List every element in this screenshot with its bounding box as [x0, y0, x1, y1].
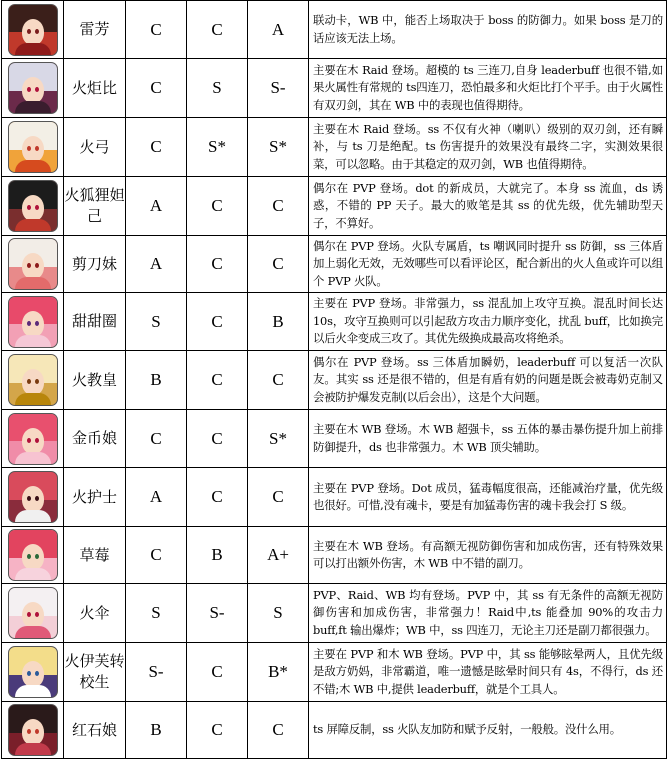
character-name: 剪刀妹 [64, 236, 126, 293]
character-portrait-icon [8, 587, 58, 639]
grade-pvp: B [126, 702, 187, 759]
grade-wb: A+ [248, 527, 309, 584]
grade-raid: B [187, 527, 248, 584]
grade-wb: B [248, 293, 309, 351]
table-row [2, 351, 667, 410]
grade-wb: S [248, 584, 309, 643]
avatar-cell [2, 643, 64, 702]
grade-pvp: S [126, 584, 187, 643]
character-portrait-icon [8, 646, 58, 698]
character-description: 主要在木 WB 登场。有高额无视防御伤害和加成伤害，还有特殊效果可以打出额外伤害，木 WB 中不错的副刀。 [309, 527, 667, 584]
table-row [2, 584, 667, 643]
grade-wb: C [248, 468, 309, 527]
character-name: 草莓 [64, 527, 126, 584]
character-description: ts 屏障反制，ss 火队友加防和赋予反射，一般般。没什么用。 [309, 702, 667, 759]
grade-pvp: A [126, 177, 187, 236]
grade-raid: S [187, 59, 248, 118]
avatar-cell [2, 1, 64, 59]
grade-pvp: C [126, 1, 187, 59]
grade-raid: C [187, 293, 248, 351]
grade-wb: S- [248, 59, 309, 118]
table-row [2, 468, 667, 527]
grade-pvp: C [126, 118, 187, 177]
grade-raid: C [187, 351, 248, 410]
grade-raid: C [187, 410, 248, 468]
avatar-cell [2, 468, 64, 527]
table-row [2, 236, 667, 293]
grade-raid: C [187, 468, 248, 527]
character-description: 偶尔在 PVP 登场。dot 的新成员，大就完了。本身 ss 流血，ds 诱惑，不错的 PP 天子。最大的败笔是其 ss 的优先级，优先辅助型天子，不算好。 [309, 177, 667, 236]
character-description: 主要在木 Raid 登场。超模的 ts 三连刀,自身 leaderbuff 也很不错,如果火属性有常规的 ts四连刀，恐怕最多和火炬比打个平手。由于火属性有双刃剑，其在 WB 中的表现也值得期待。 [309, 59, 667, 118]
grade-raid: S* [187, 118, 248, 177]
character-portrait-icon [8, 4, 58, 56]
table-row [2, 59, 667, 118]
character-name: 火教皇 [64, 351, 126, 410]
character-portrait-icon [8, 238, 58, 290]
grade-pvp: A [126, 468, 187, 527]
character-portrait-icon [8, 62, 58, 114]
avatar-cell [2, 236, 64, 293]
grade-wb: S* [248, 410, 309, 468]
character-description: 主要在木 WB 登场。木 WB 超强卡，ss 五体的暴击暴伤提升加上前排防御提升，ds 也非常强力。木 WB 顶尖辅助。 [309, 410, 667, 468]
character-description: 偶尔在 PVP 登场。ss 三体盾加瞬奶，leaderbuff 可以复活一次队友。其实 ss 还是很不错的，但是有盾有奶的问题是既会被毒奶克制又会被防护爆发克制(以后会出），这是个大问题。 [309, 351, 667, 410]
grade-pvp: A [126, 236, 187, 293]
character-name: 金币娘 [64, 410, 126, 468]
character-name: 火护士 [64, 468, 126, 527]
grade-raid: C [187, 702, 248, 759]
character-portrait-icon [8, 296, 58, 348]
character-name: 火伊芙转校生 [64, 643, 126, 702]
character-description: 主要在 PVP 和木 WB 登场。PVP 中，其 ss 能够眩晕两人，且优先级是敌方奶妈，非常霸道，唯一遗憾是眩晕时间只有 4s，不得行，ds 还不错;木 WB 中,提供 leaderbuff，就是个工具人。 [309, 643, 667, 702]
avatar-cell [2, 584, 64, 643]
grade-pvp: S- [126, 643, 187, 702]
grade-pvp: C [126, 410, 187, 468]
grade-raid: C [187, 236, 248, 293]
table-row [2, 118, 667, 177]
grade-raid: C [187, 177, 248, 236]
character-name: 甜甜圈 [64, 293, 126, 351]
character-description: PVP、Raid、WB 均有登场。PVP 中，其 ss 有无条件的高额无视防御伤害和加成伤害，非常强力！Raid中,ts 能叠加 90%的攻击力 buff,ft 输出爆炸；WB 中，ss 四连刀，无论主刀还是副刀都很强力。 [309, 584, 667, 643]
character-description: 主要在 PVP 登场。Dot 成员，猛毒幅度很高，还能减治疗量，优先级也很好。可惜,没有魂卡，要是有加猛毒伤害的魂卡我会打 S 级。 [309, 468, 667, 527]
character-portrait-icon [8, 413, 58, 465]
character-description: 联动卡，WB 中，能否上场取决于 boss 的防御力。如果 boss 是刀的话应该无法上场。 [309, 1, 667, 59]
character-portrait-icon [8, 529, 58, 581]
table-row [2, 1, 667, 59]
character-description: 主要在 PVP 登场。非常强力，ss 混乱加上攻守互换。混乱时间长达 10s，攻守互换则可以引起敌方攻击力顺序变化，扰乱 buff，比如换完以后火伞变成三攻了。其优先级换成最高攻将绝杀。 [309, 293, 667, 351]
grade-pvp: S [126, 293, 187, 351]
table-row [2, 177, 667, 236]
character-name: 火伞 [64, 584, 126, 643]
grade-wb: C [248, 177, 309, 236]
character-portrait-icon [8, 471, 58, 523]
grade-raid: S- [187, 584, 248, 643]
character-name: 雷芳 [64, 1, 126, 59]
character-tier-table [1, 0, 667, 759]
grade-pvp: C [126, 59, 187, 118]
table-row [2, 527, 667, 584]
character-name: 火弓 [64, 118, 126, 177]
table-row [2, 293, 667, 351]
avatar-cell [2, 702, 64, 759]
avatar-cell [2, 59, 64, 118]
tier-table-body [2, 1, 667, 759]
grade-pvp: C [126, 527, 187, 584]
grade-raid: C [187, 1, 248, 59]
grade-wb: S* [248, 118, 309, 177]
character-portrait-icon [8, 180, 58, 232]
grade-pvp: B [126, 351, 187, 410]
character-portrait-icon [8, 121, 58, 173]
table-row [2, 410, 667, 468]
avatar-cell [2, 351, 64, 410]
character-portrait-icon [8, 354, 58, 406]
table-row [2, 702, 667, 759]
avatar-cell [2, 118, 64, 177]
grade-wb: C [248, 351, 309, 410]
grade-raid: C [187, 643, 248, 702]
avatar-cell [2, 527, 64, 584]
character-description: 主要在木 Raid 登场。ss 不仅有火神（喇叭）级别的双刃剑，还有瞬补，与 ts 刀是绝配。ts 伤害提升的效果没有最终二字，实测效果很菜，可以忽略。由于其稳定的双刃剑，WB 也值得期待。 [309, 118, 667, 177]
avatar-cell [2, 410, 64, 468]
avatar-cell [2, 293, 64, 351]
character-name: 火炬比 [64, 59, 126, 118]
character-name: 红石娘 [64, 702, 126, 759]
grade-wb: C [248, 236, 309, 293]
character-portrait-icon [8, 704, 58, 756]
grade-wb: B* [248, 643, 309, 702]
character-description: 偶尔在 PVP 登场。火队专属盾，ts 嘲讽同时提升 ss 防御，ss 三体盾加上弱化无效，无效哪些可以看评论区，配合新出的火人鱼或许可以组个 PVP 火队。 [309, 236, 667, 293]
grade-wb: C [248, 702, 309, 759]
character-name: 火狐狸妲己 [64, 177, 126, 236]
table-row [2, 643, 667, 702]
grade-wb: A [248, 1, 309, 59]
avatar-cell [2, 177, 64, 236]
